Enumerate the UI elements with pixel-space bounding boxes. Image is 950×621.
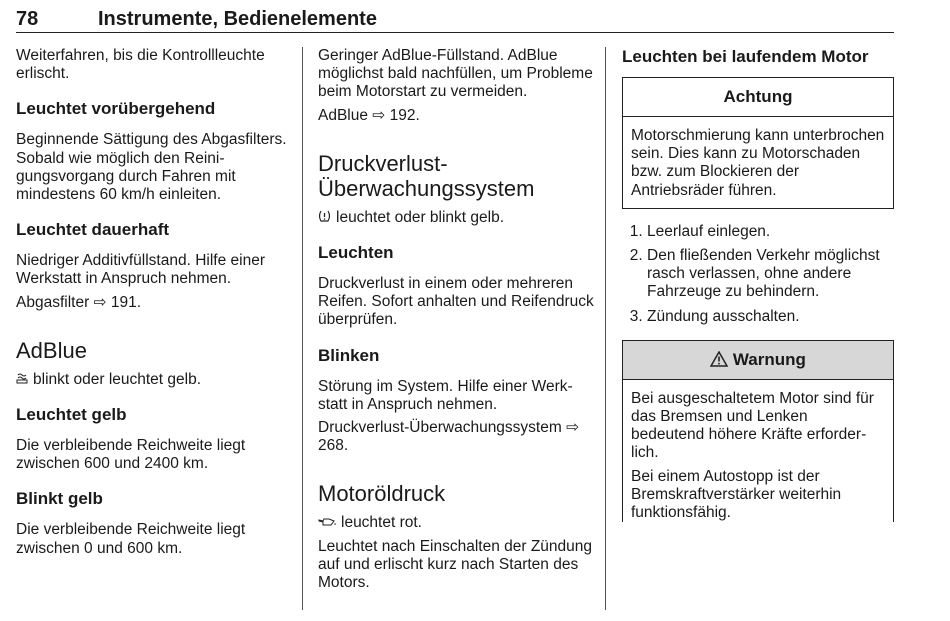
status-text: blinkt oder leuchtet gelb.	[33, 370, 202, 388]
heading-leuchten-bei-laufendem-motor: Leuchten bei laufendem Motor	[622, 47, 869, 66]
paragraph: Die verbleibende Reichweite liegt zwischen 0 und 600 km.	[16, 521, 246, 557]
caution-title: Achtung	[623, 78, 893, 117]
cross-reference: AdBlue ⇨ 192.	[318, 106, 420, 124]
status-line	[16, 371, 288, 389]
column-divider	[302, 47, 303, 610]
adblue-icon	[16, 371, 28, 389]
list-item: 1. Leerlauf einlegen.	[647, 223, 894, 241]
heading-leuchten: Leuchten	[318, 243, 394, 263]
paragraph: Leuchtet nach Einschalten der Zündung auf und erlischt kurz nach Starten des Motors.	[318, 537, 593, 592]
warning-box	[622, 340, 894, 522]
list-item: 2. Den fließenden Verkehr möglichst rasch verlassen, ohne andere Fahrzeuge zu behindern.	[647, 247, 894, 302]
heading-leuchtet-gelb: Leuchtet gelb	[16, 405, 127, 425]
heading-leuchtet-voruebergehend: Leuchtet vorübergehend	[16, 99, 216, 119]
heading-leuchtet-dauerhaft: Leuchtet dauerhaft	[16, 220, 170, 240]
oil-can-icon	[318, 514, 336, 532]
caution-body	[623, 117, 893, 200]
intro-text: Weiterfahren, bis die Kontrollleuchte erlischt.	[16, 47, 265, 83]
section-title-motoroeldruck: Motoröldruck	[318, 481, 446, 507]
warning-paragraph: Bei ausgeschaltetem Motor sind für das Bremsen und Lenken bedeutend höhere Kräfte erforderlich.	[631, 389, 874, 462]
status-line	[318, 209, 594, 227]
column-middle	[318, 47, 594, 597]
paragraph: Druckverlust in einem oder mehreren Reifen. Sofort anhalten und Reifendruck überprüfen.	[318, 275, 594, 329]
caution-box	[622, 77, 894, 209]
list-item: 3. Zündung ausschalten.	[647, 308, 894, 326]
caution-text: Motorschmierung kann unterbrochen sein. Dies kann zu Motorschaden bzw. zum Blockieren der Antriebsräder führen.	[631, 127, 885, 199]
paragraph: Beginnende Sättigung des Abgasfilters. Sobald wie möglich den Reinigungsvorgang durch Fahren mit mindestens 60 km/h einleiten.	[16, 131, 287, 204]
steps-list	[622, 223, 894, 326]
warning-triangle-icon	[710, 350, 733, 369]
heading-blinken: Blinken	[318, 345, 380, 365]
warning-paragraph: Bei einem Autostopp ist der Bremskraftverstärker weiterhin funktionsfähig.	[631, 467, 842, 522]
warning-title: Warnung	[732, 349, 806, 369]
page-title: Instrumente, Bedienelemente	[98, 8, 377, 30]
cross-reference: Abgasfilter ⇨ 191.	[16, 293, 141, 311]
page-number: 78	[16, 8, 39, 30]
warning-header	[623, 341, 893, 380]
column-right	[622, 47, 894, 527]
paragraph: Störung im System. Hilfe einer Werkstatt in Anspruch nehmen.	[318, 377, 573, 413]
page-header	[16, 8, 894, 33]
status-text: leuchtet oder blinkt gelb.	[336, 208, 505, 226]
column-left	[16, 47, 288, 563]
status-text: leuchtet rot.	[341, 514, 422, 532]
status-line	[318, 514, 594, 532]
paragraph: Niedriger Additivfüllstand. Hilfe einer Werkstatt in Anspruch nehmen.	[16, 252, 265, 288]
tire-pressure-icon	[318, 209, 331, 227]
section-title-adblue: AdBlue	[16, 337, 87, 363]
column-divider	[605, 47, 606, 610]
heading-blinkt-gelb: Blinkt gelb	[16, 489, 103, 509]
warning-body	[623, 380, 893, 522]
section-title-tpms: Druckverlust-Überwachungssystem	[318, 150, 535, 201]
paragraph: Geringer AdBlue-Füllstand. AdBlue möglichst bald nachfüllen, um Probleme beim Motorstart zu vermeiden.	[318, 47, 593, 101]
paragraph: Die verbleibende Reichweite liegt zwischen 600 und 2400 km.	[16, 437, 246, 473]
cross-reference: Druckverlust-Überwachungssystem ⇨ 268.	[318, 419, 580, 455]
